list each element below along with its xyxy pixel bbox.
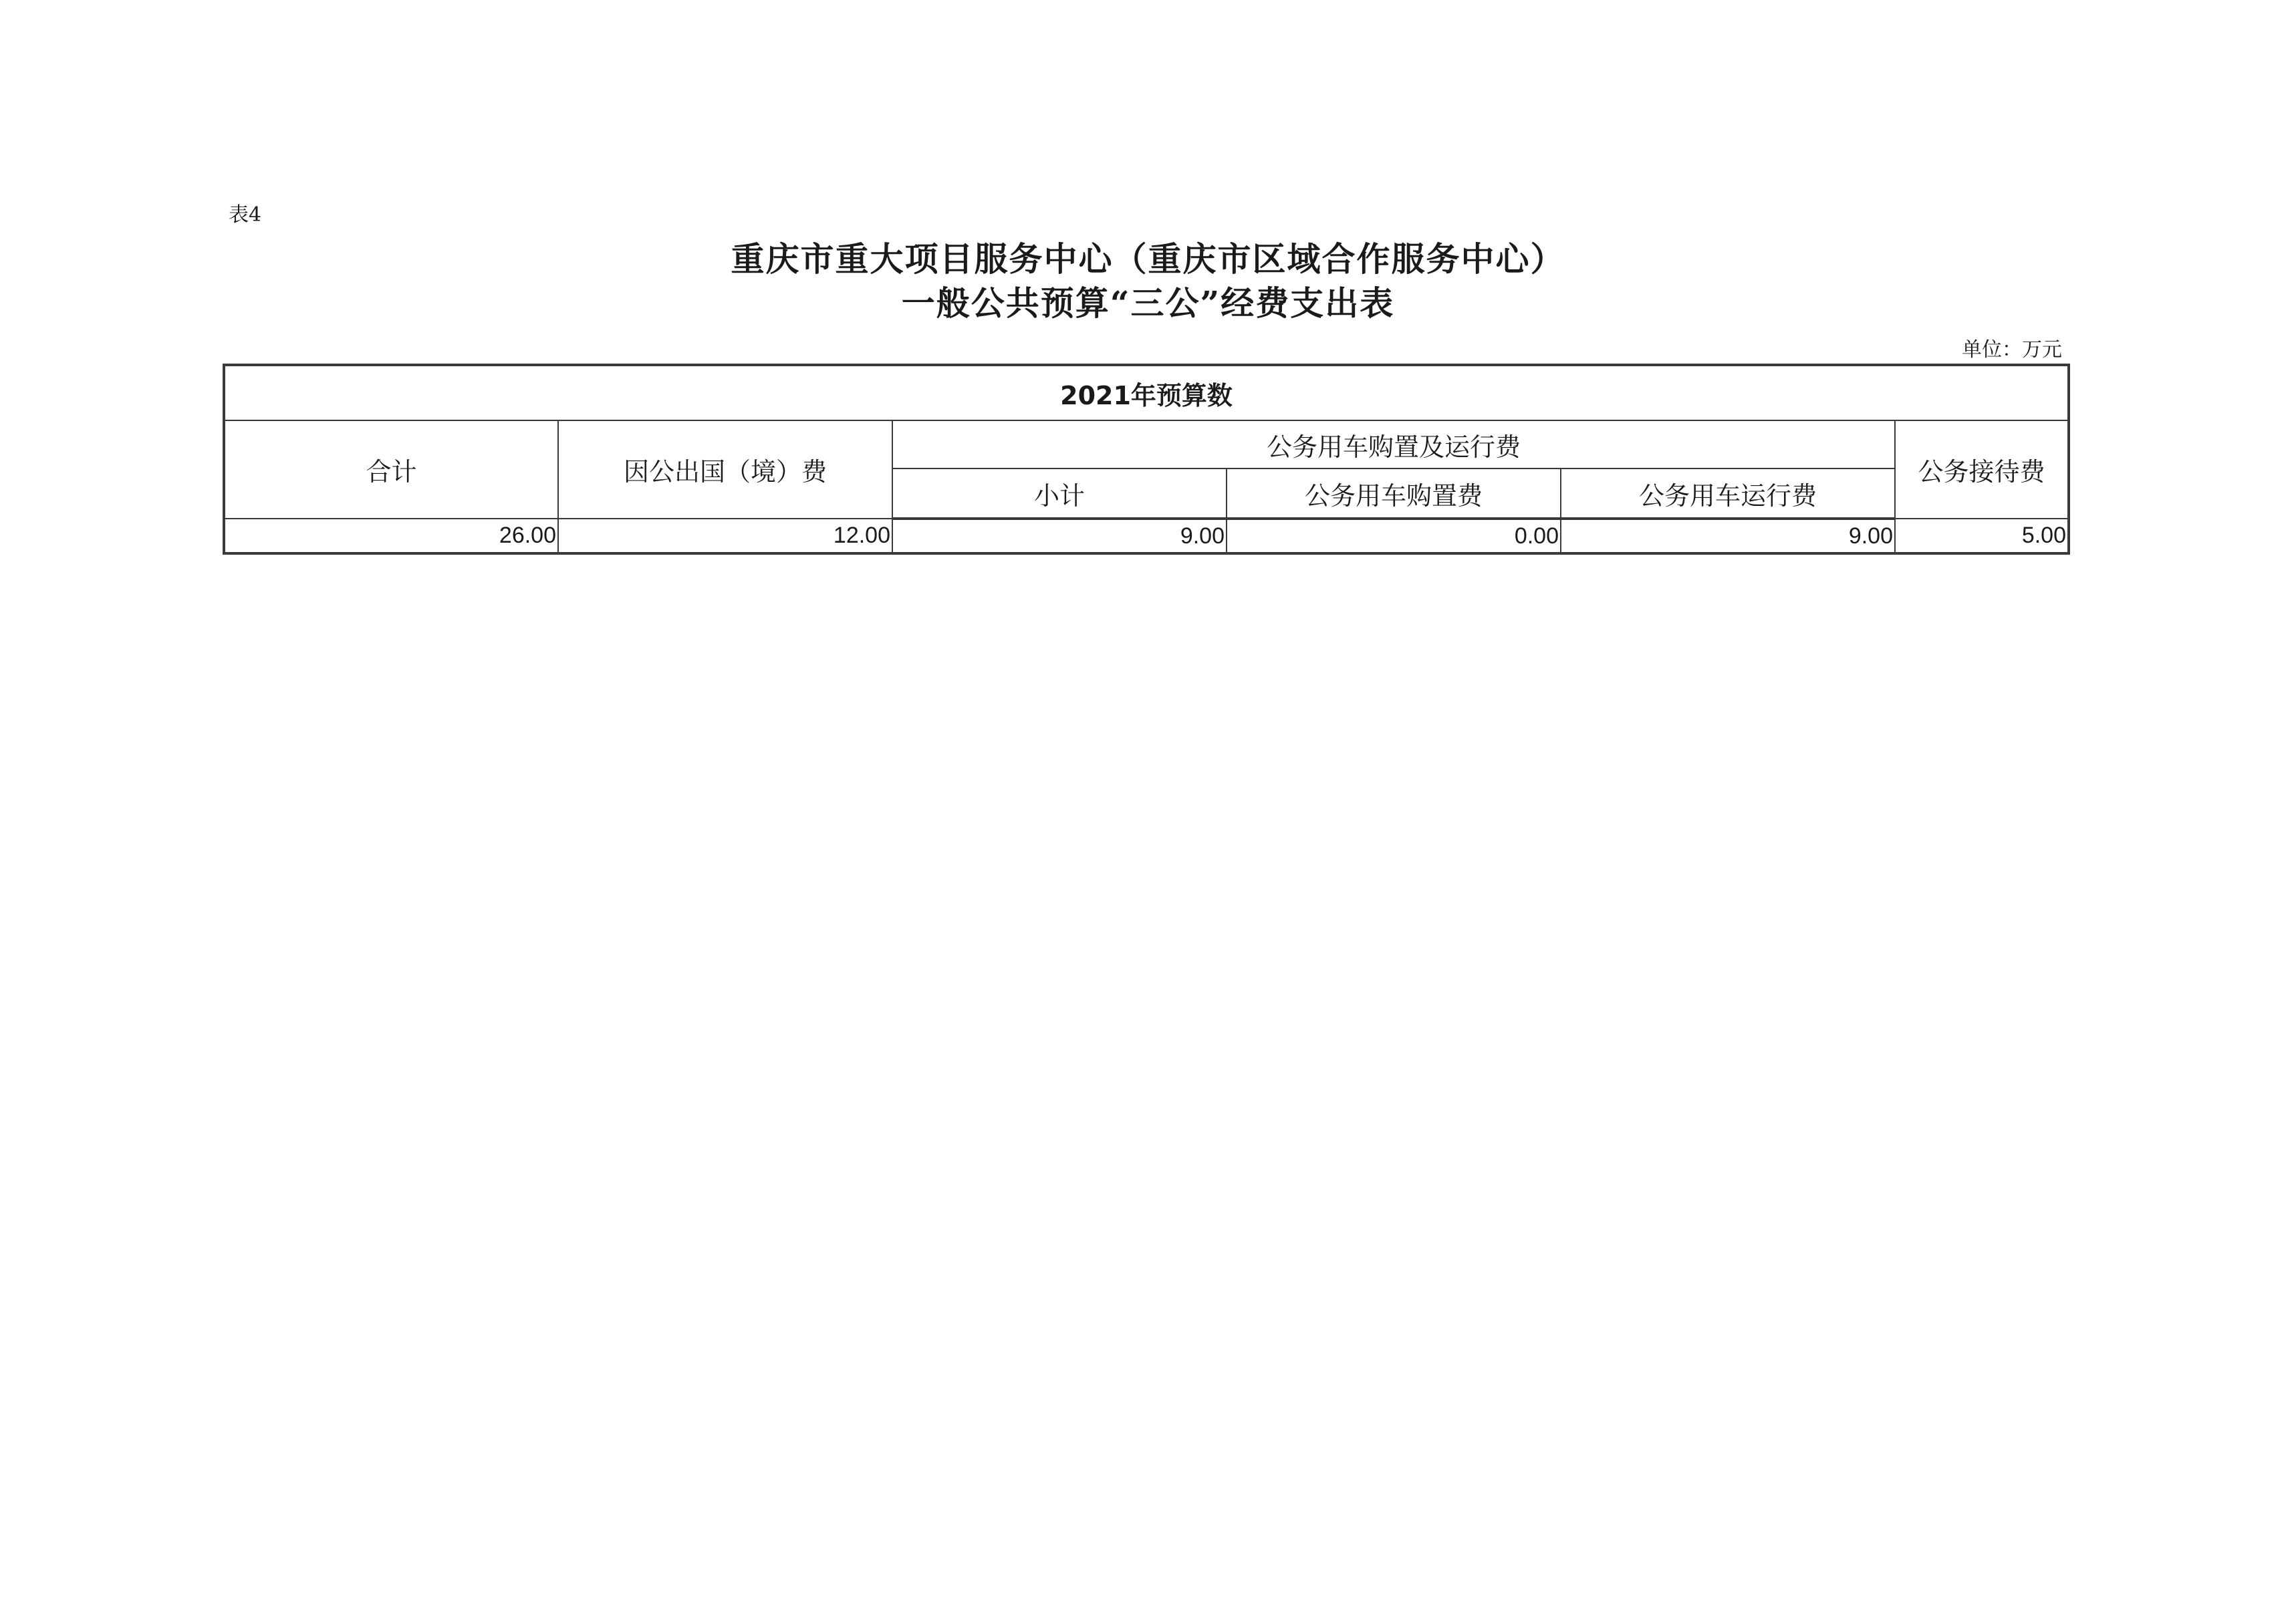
table-row <box>224 519 2069 553</box>
header-vehicle-group: 公务用车购置及运行费 <box>892 420 1895 468</box>
header-reception: 公务接待费 <box>1895 420 2069 519</box>
header-total: 合计 <box>224 420 558 519</box>
budget-table <box>223 364 2070 555</box>
header-overseas: 因公出国（境）费 <box>558 420 892 519</box>
document-title-line1: 重庆市重大项目服务中心（重庆市区域合作服务中心） <box>731 239 1565 279</box>
year-header: 2021年预算数 <box>224 365 2069 420</box>
header-subtotal: 小计 <box>892 468 1227 519</box>
year-header-row <box>224 365 2069 420</box>
value-subtotal: 9.00 <box>892 519 1227 553</box>
value-vehicle-operation: 9.00 <box>1561 519 1895 553</box>
value-vehicle-purchase: 0.00 <box>1227 519 1561 553</box>
value-total: 26.00 <box>224 519 558 553</box>
unit-label: 单位：万元 <box>1962 338 2062 362</box>
document-title-line2: 一般公共预算“三公”经费支出表 <box>901 283 1395 323</box>
value-reception: 5.00 <box>1895 519 2069 553</box>
header-vehicle-purchase: 公务用车购置费 <box>1227 468 1561 519</box>
header-row-1 <box>224 420 2069 468</box>
header-vehicle-operation: 公务用车运行费 <box>1561 468 1895 519</box>
value-overseas: 12.00 <box>558 519 892 553</box>
table-number: 表4 <box>229 203 262 227</box>
